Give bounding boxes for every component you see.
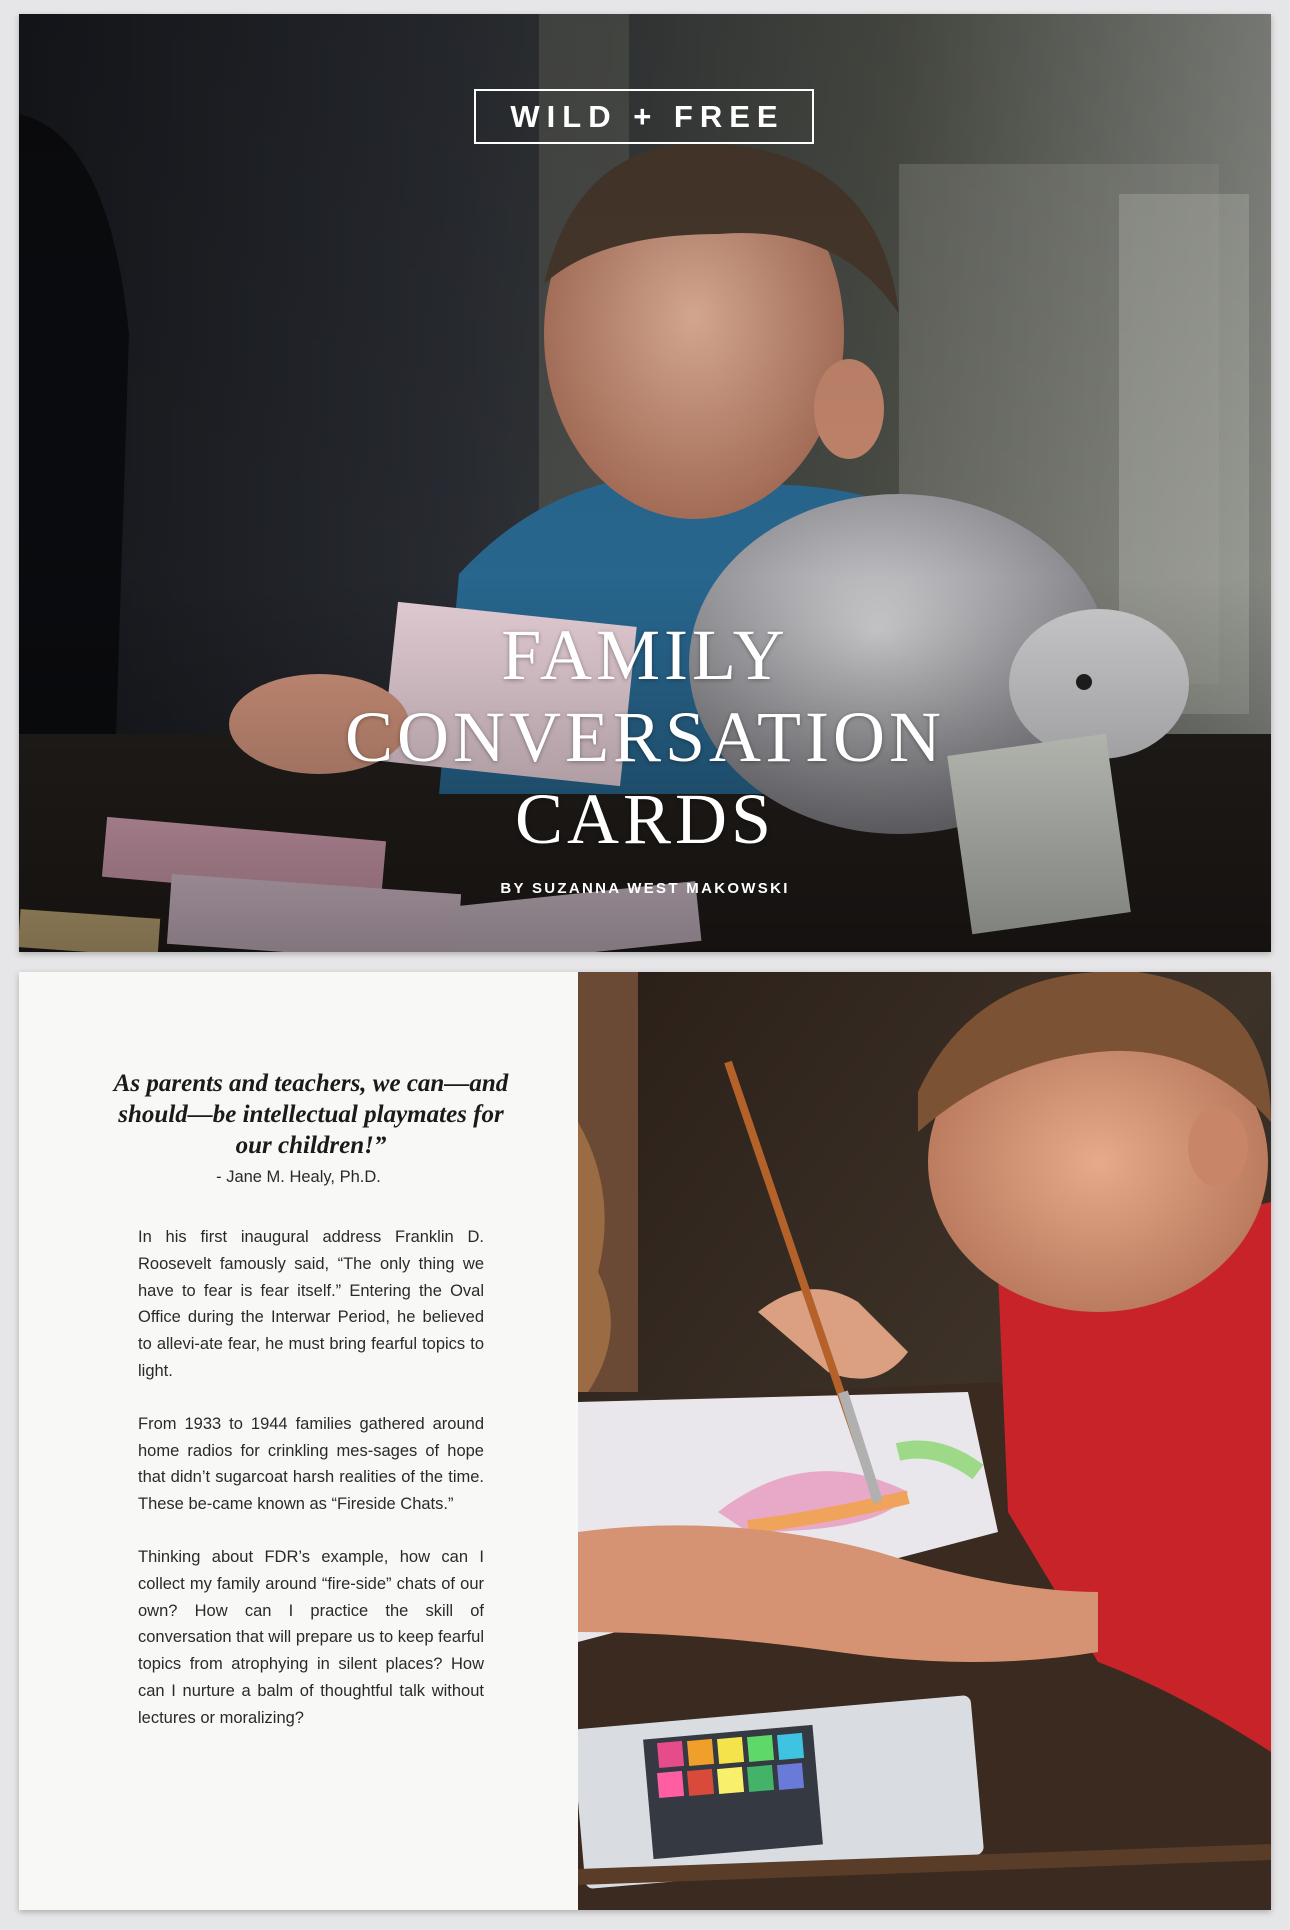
photo-boy-painting [578, 972, 1271, 1910]
cover-title-line: FAMILY [501, 615, 789, 695]
body-paragraph: In his first inaugural address Franklin D. Roosevelt famously said, “The only thing we have to fear is fear itself.” Entering the Oval Office during the Interwar Period, he believed to allevi-ate fear, he must bring fearful topics to light. [138, 1228, 484, 1380]
brand-logo [474, 89, 814, 144]
body-paragraph: Thinking about FDR’s example, how can I collect my family around “fire-side” chats of our own? How can I practice the skill of conversation that will prepare us to keep fearful topics from atrophying in silent places? How can I nurture a balm of thoughtful talk without lectures or moralizing? [138, 1547, 484, 1727]
body-paragraph: From 1933 to 1944 families gathered around home radios for crinkling mes-sages of hope that didn’t sugarcoat harsh realities of the time. These be-came known as “Fireside Chats.” [138, 1414, 484, 1514]
quote-attribution: - Jane M. Healy, Ph.D. [216, 1168, 381, 1186]
text-column [19, 972, 578, 1910]
brand-text: WILD + FREE [510, 98, 785, 134]
article-spread-page [19, 972, 1271, 1910]
cover-title-line: CONVERSATION [344, 697, 946, 777]
cover-title-line: CARDS [514, 779, 776, 859]
article-body [138, 1224, 484, 1758]
pull-quote: As parents and teachers, we can—and should—be intellectual playmates for our children!” [113, 1070, 509, 1159]
author-byline: BY SUZANNA WEST MAKOWSKI [500, 880, 790, 897]
cover-page [19, 14, 1271, 952]
cover-title [19, 614, 1271, 860]
